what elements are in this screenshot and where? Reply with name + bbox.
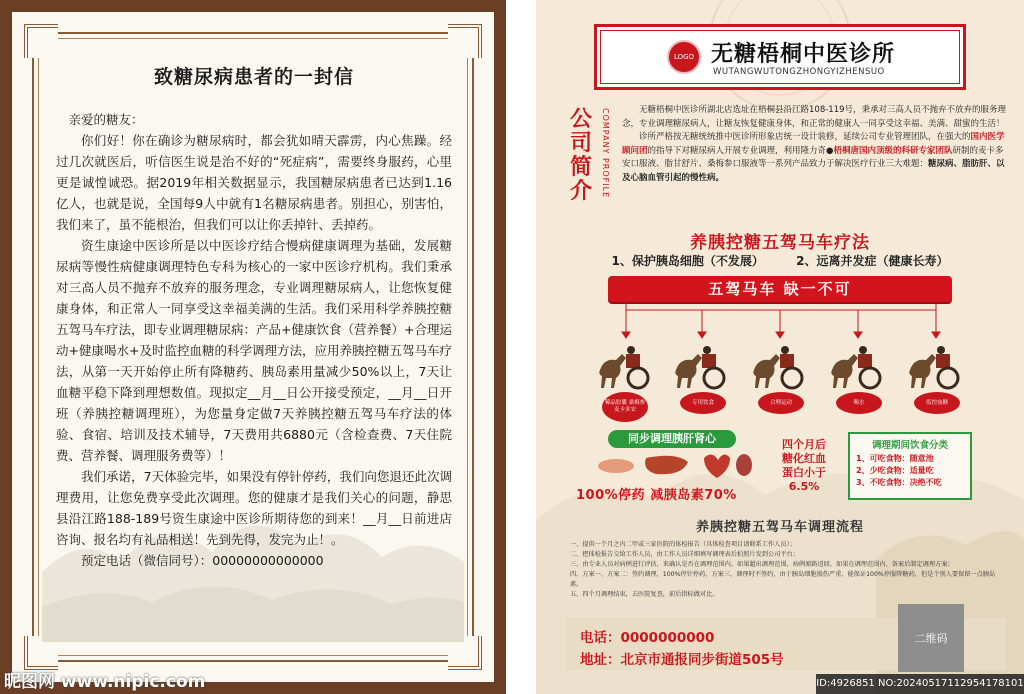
- organ-illustrations: [596, 450, 756, 480]
- letter-content: [56, 40, 452, 571]
- profile-paragraph: [622, 131, 1010, 185]
- process-steps: [570, 540, 1006, 600]
- site-watermark: 昵图网 www.nipic.com: [4, 672, 206, 692]
- carriage-icon: [596, 340, 656, 392]
- clinic-name: 无糖梧桐中医诊所: [711, 42, 896, 67]
- therapy-goal: 1、保护胰岛细胞（不发展）: [611, 254, 764, 268]
- treatment-result: 100%停药 减胰岛素70%: [576, 488, 737, 503]
- letter-greeting: 亲爱的糖友：: [68, 112, 144, 127]
- banner-connector-arrows: [536, 300, 1024, 340]
- letter-paragraph: 我们承诺，7天体验完毕，如果没有停针停药，我们向您退还此次调理费用，让您免费享受此次调理。您的健康才是我们关心的问题，静思县沿江路188-189号资生康途中医诊所期待您的到来！__月__日前进店咨询、报名均有礼品相送！先到先得，发完为止！。: [56, 469, 452, 547]
- carriage-caption-exercise: 合理运动: [758, 392, 804, 414]
- corner-ornament-top-left: [24, 24, 58, 58]
- process-step: 三、由专业人员对病例进行评估，来确认是否在调理范围内，如果超出调理范围，病例原路返回，如果在调理范围内，备案后制定调理方案；: [570, 561, 954, 568]
- profile-text: 研制的麦卡多安口服液、脂甘舒片、桑梅参口服液等一系列产品致力于解决医疗行业三大难题：: [622, 145, 1004, 170]
- qr-code-placeholder: 二维码: [898, 604, 964, 672]
- process-step: 四、方案一、方案二：签约调理，100%停针停药，方案三，调理时不签约，由于胰岛细胞损伤严重，能保证100%停服降糖药，但是个别人要保留一点胰岛素。: [570, 571, 996, 588]
- letter-paragraph: 资生康途中医诊所是以中医诊疗结合慢病健康调理为基础，发展糖尿病等慢性病健康调理特色专科为核心的一家中医诊疗机构。我们秉承对三高人员不抛弃不放弃的服务理念，专业调理糖尿病人，让您恢复健康身体，和正常人一同享受这幸福美满的生活。我们采用科学养胰控糖五驾马车疗法，即专业调理糖尿病：产品+健康饮食（营养餐）+合理运动+健康喝水+及时监控血糖的科学调理方法，应用养胰控糖五驾马车疗法，从第一天开始停止所有降糖药、胰岛素用量减少50%以上，7天让血糖平稳下降到理想数值。现拟定__月__日公开接受预定，__月__日开班（养胰控糖调理班），为您量身定做7天养胰控糖五驾马车疗法的体验、食宿、培训及技术辅导，7天费用共6880元（含检查费、7天住院费、营养餐、调理服务费等）！: [56, 238, 452, 463]
- heart-icon: [704, 454, 730, 478]
- hba1c-line: 四个月后: [782, 438, 826, 451]
- image-id-watermark: ID:4926851 NO:20240517112954178101: [816, 674, 1024, 694]
- process-step: 一、提供一个月之内二甲或三家医院的体检报告（具体检查项目请联系工作人员）；: [570, 541, 796, 548]
- corner-ornament-top-right: [448, 24, 482, 58]
- therapy-title: 养胰控糖五驾马车疗法: [690, 233, 870, 253]
- therapy-goal: 2、远离并发症（健康长寿）: [796, 254, 949, 268]
- clinic-logo: LOGO: [667, 40, 701, 74]
- pancreas-icon: [598, 459, 634, 473]
- diet-title: 调理期间饮食分类: [871, 440, 948, 451]
- contact-phone: 电话：0000000000: [580, 630, 715, 646]
- carriage-caption-products: 稀品胶囊 桑梅参 麦卡多安: [602, 392, 648, 422]
- profile-text: 诊所严格按无糖统统推中医诊所形象店统一设计装修，延续公司专业管理团队，在强大的: [639, 132, 971, 143]
- therapy-goals: [536, 252, 1024, 269]
- diet-item: 3、不吃食物：决绝不吃: [856, 478, 942, 487]
- five-carriages-banner: 五驾马车 缺一不可: [608, 276, 952, 302]
- highlight-advisors: 国内医学顾问团: [622, 132, 1005, 156]
- profile-paragraph: 无糖梧桐中医诊所湖北店选址在梧桐县沿江路108-119号，秉承对三高人员不抛弃不放弃的服务理念，专业调理糖尿病人，让糖友恢复健康身体，和正常的健康人一同享受这幸福、美满、甜蜜的生活！: [622, 105, 1007, 129]
- diet-item: 2、少吃食物：适量吃: [856, 466, 934, 475]
- contact-address: 地址：北京市通报同步街道505号: [580, 652, 784, 668]
- process-step: 二、把体检报告交给工作人员，由工作人员详细填写调理表后拍照片发到公司平台；: [570, 551, 799, 558]
- hba1c-line: 糖化红血: [782, 452, 826, 465]
- liver-icon: [645, 456, 688, 475]
- carriage-caption-diet: 专用饮食: [680, 392, 726, 414]
- process-step: 五、四个月调理结束，去医院复查，前后指标做对比。: [570, 591, 719, 598]
- letter-paragraph: 你们好！你在确诊为糖尿病时，都会犹如晴天霹雳，内心焦躁。经过几次就医后，听信医生说是治不好的“死症病”，需要终身服药，心里更是诚惶诚恐。据2019年相关数据显示，我国糖尿病患者已达到1.16亿人，也就是说，全国每9人中就有1名糖尿病患者。别担心，别害怕，我们来了，虽不能根治，但我们可以让你丢掉针、丢掉药。: [56, 133, 452, 232]
- carriage-icon: [906, 340, 966, 392]
- clinic-name-pinyin: WUTANGWUTONGZHONGYIZHENSUO: [713, 67, 885, 77]
- clinic-flyer-page: [536, 0, 1024, 694]
- letter-phone: 预定电话（微信同号）：00000000000000: [81, 553, 324, 568]
- hba1c-value: 6.5%: [788, 480, 820, 493]
- company-profile-heading: 公司简介: [570, 107, 593, 204]
- carriage-icon: [828, 340, 888, 392]
- letter-page: [0, 0, 506, 694]
- carriage-icon: [672, 340, 732, 392]
- highlight-research-team: 梧桐唐国内顶级的科研专家团队: [833, 145, 953, 156]
- letter-title: 致糖尿病患者的一封信: [153, 66, 354, 88]
- clinic-brand-box: [594, 24, 966, 90]
- company-profile-subheading: COMPANY PROFILE: [601, 108, 610, 199]
- diet-item: 1、可吃食物：随意池: [856, 454, 934, 463]
- carriage-icon: [750, 340, 810, 392]
- hba1c-line: 蛋白小于: [782, 466, 826, 479]
- highlight-diseases: 糖尿病、脂肪肝、以及心脑血管引起的慢性病。: [622, 159, 1005, 183]
- hba1c-callout: [774, 438, 834, 494]
- process-title: 养胰控糖五驾马车调理流程: [695, 520, 864, 535]
- kidney-icon: [736, 454, 752, 476]
- diet-category-box: [848, 432, 972, 500]
- company-profile-text: [622, 104, 1010, 186]
- carriage-caption-glucose: 监控血糖: [914, 392, 960, 414]
- carriage-caption-water: 喝水: [836, 392, 882, 414]
- profile-text: 的指导下对糖尿病人开展专业调理，利用隆力奇●: [647, 145, 834, 156]
- organ-care-label: 同步调理胰肝肾心: [608, 430, 736, 448]
